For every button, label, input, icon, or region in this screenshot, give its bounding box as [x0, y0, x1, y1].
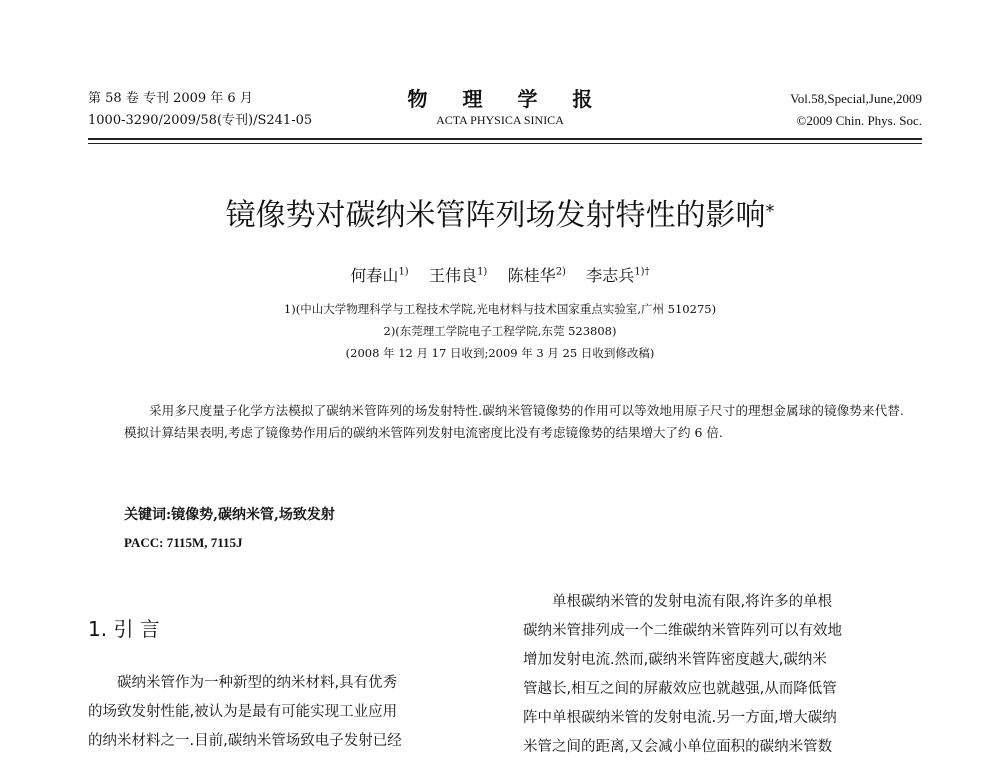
text-line: 单根碳纳米管的发射电流有限,将许多的单根 — [552, 594, 833, 610]
text-line: 管越长,相互之间的屏蔽效应也就越强,从而降低管 — [523, 681, 837, 697]
text-line: 阵中单根碳纳米管的发射电流.另一方面,增大碳纳 — [523, 710, 837, 726]
affiliation-1: 1)(中山大学物理科学与工程技术学院,光电材料与技术国家重点实验室,广州 510275) — [283, 302, 717, 316]
author: 陈桂华$^{2)}$ — [507, 266, 566, 286]
running-header-right — [790, 88, 922, 132]
title-text: 镜像势对碳纳米管阵列场发射特性的影响 — [225, 198, 766, 233]
copyright: ©2009 Chin. Phys. Soc. — [796, 113, 922, 128]
header-rule-thick — [88, 138, 922, 140]
text-line: 增加发射电流.然而,碳纳米管阵密度越大,碳纳米 — [523, 652, 827, 668]
right-column-text — [523, 588, 928, 762]
author-list — [0, 260, 1000, 289]
section-heading-introduction: 1. 引 言 — [88, 617, 160, 641]
received-dates: (2008 年 12 月 17 日收到;2009 年 3 月 25 日收到修改稿) — [345, 346, 655, 360]
title-footnote-mark: * — [765, 201, 775, 222]
author: 王伟良$^{1)}$ — [429, 266, 488, 286]
journal-name-en: ACTA PHYSICA SINICA — [436, 113, 564, 127]
paper-title — [0, 196, 1000, 236]
text-line: 碳纳米管作为一种新型的纳米材料,具有优秀 — [117, 675, 398, 691]
header-rule-thin — [88, 143, 922, 144]
keywords: 关键词:镜像势,碳纳米管,场致发射 — [124, 507, 335, 523]
volume-issue-date: 第 58 卷 专刊 2009 年 6 月 — [88, 91, 253, 106]
article-code: 1000-3290/2009/58(专刊)/S241-05 — [88, 113, 313, 128]
journal-name-cn: 物 理 学 报 — [407, 87, 607, 111]
volume-info-en: Vol.58,Special,June,2009 — [790, 91, 922, 106]
text-line: 米管之间的距离,又会减小单位面积的碳纳米管数 — [523, 739, 833, 755]
author: 李志兵$^{1)\dagger}$ — [586, 266, 650, 286]
text-line: 碳纳米管排列成一个二维碳纳米管阵列可以有效地 — [523, 623, 842, 639]
author: 何春山$^{1)}$ — [350, 266, 409, 286]
text-line: 的场致发射性能,被认为是最有可能实现工业应用 — [88, 704, 398, 720]
text-line: 的纳米材料之一.目前,碳纳米管场致电子发射已经 — [88, 733, 402, 749]
affiliation-2: 2)(东莞理工学院电子工程学院,东莞 523808) — [383, 324, 617, 338]
abstract: 采用多尺度量子化学方法模拟了碳纳米管阵列的场发射特性.碳纳米管镜像势的作用可以等效地用原子尺寸的理想金属球的镜像势来代替.模拟计算结果表明,考虑了镜像势作用后的碳纳米管阵列发射电流密度比没有考虑镜像势的结果增大了约 6 倍. — [124, 403, 904, 440]
pacc-codes: PACC: 7115M, 7115J — [124, 535, 243, 550]
left-column-text — [88, 669, 488, 756]
